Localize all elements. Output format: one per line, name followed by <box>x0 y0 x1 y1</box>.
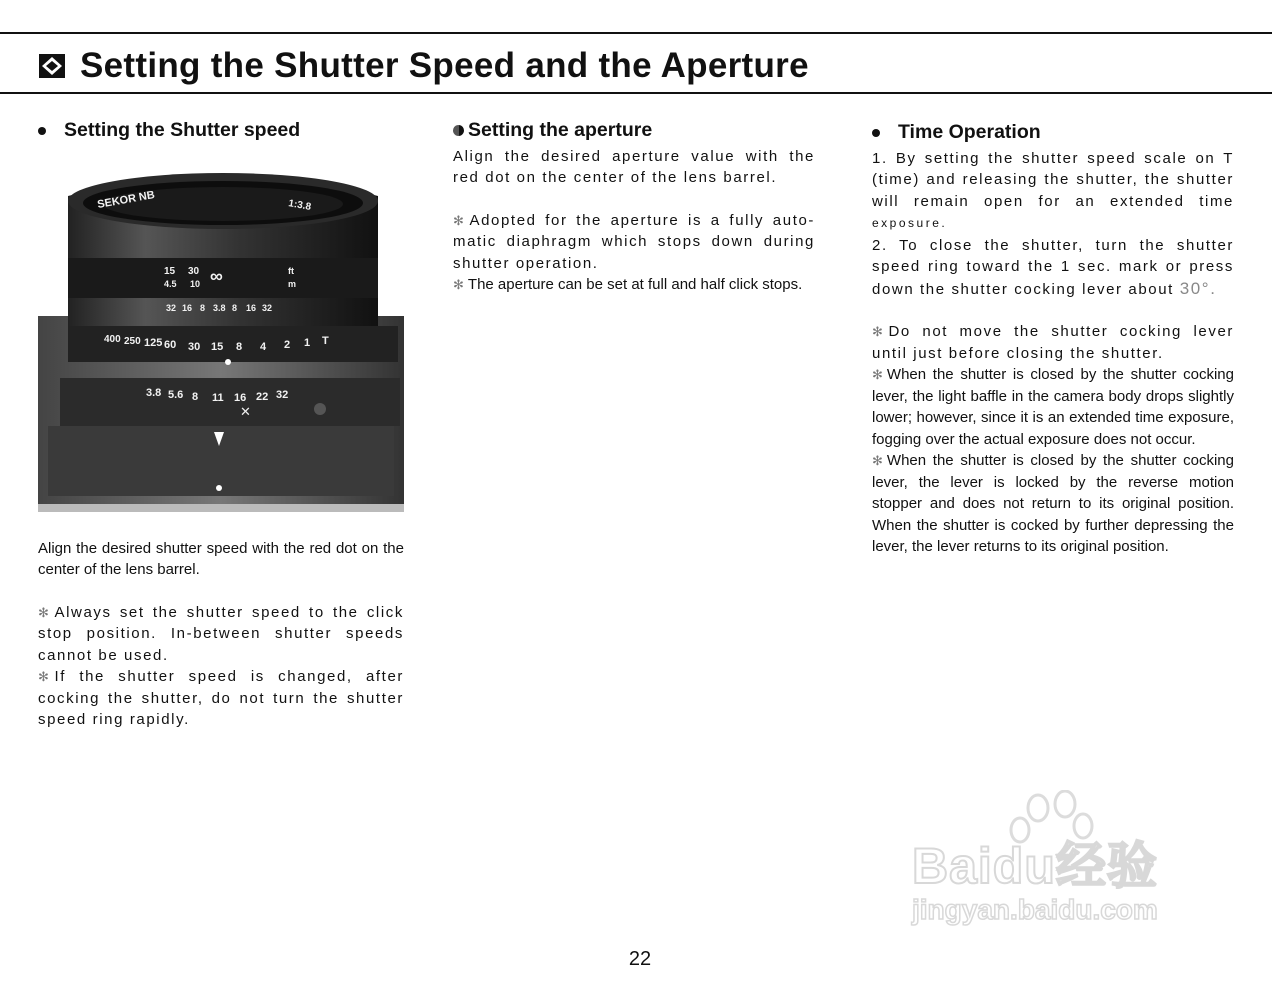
page-title: Setting the Shutter Speed and the Aperture <box>80 46 809 85</box>
bullet-icon <box>453 125 464 136</box>
note-paragraph <box>38 602 404 667</box>
note-text: When the shutter is closed by the shutter cocking lever, the lever is locked by the reverse motion stopper and does not return to its original position. When the shutter is cocked by further depressing the lever, the lever returns to its original position. <box>872 452 1234 555</box>
aperture-mark: 5.6 <box>168 388 184 401</box>
speed-mark: 1 <box>304 336 311 349</box>
asterisk-icon: ✻ <box>38 604 51 620</box>
title-rule <box>0 92 1272 94</box>
watermark-brand: Baidu经验 <box>912 838 1158 894</box>
distance-mark: ∞ <box>210 265 223 286</box>
speed-mark: 60 <box>164 338 177 351</box>
distance-mark: 10 <box>190 278 201 289</box>
speed-mark: 400 <box>104 333 121 345</box>
aperture-mark: 22 <box>256 390 269 403</box>
aperture-mark: 11 <box>212 391 224 404</box>
bullet-icon <box>38 127 46 135</box>
dof-mark: 3.8 <box>213 302 226 313</box>
note-paragraph <box>453 274 815 296</box>
column-time-operation <box>872 122 1234 558</box>
note-text: Do not move the shutter cocking lever until just before closing the shutter. <box>872 323 1234 362</box>
shutter-square-icon <box>38 53 66 79</box>
asterisk-icon: ✻ <box>872 367 883 382</box>
aperture-mark: 16 <box>234 391 247 404</box>
aperture-mark: 8 <box>192 390 199 403</box>
heading-text: Setting the aperture <box>468 119 653 141</box>
section-heading <box>38 120 404 142</box>
distance-mark: ft <box>288 265 294 276</box>
dof-mark: 32 <box>262 302 273 313</box>
lens-name-mark: SEKOR NB <box>96 188 156 211</box>
step-text: 2. To close the shutter, turn the shutter speed ring toward the 1 sec. mark or press down the shutter cocking lever about <box>872 236 1234 298</box>
aperture-mark: 32 <box>276 388 289 401</box>
note-paragraph <box>872 364 1234 450</box>
step-paragraph <box>872 148 1234 235</box>
note-text: When the shutter is closed by the shutter cocking lever, the light baffle in the camera body drops slightly lower; however, since it is an extended time exposure, fogging over the actual exposure does not occur. <box>872 366 1234 448</box>
step-text: 1. By setting the shutter speed scale on T (time) and releasing the shutter, the shutter will remain open for an extended time <box>872 149 1234 210</box>
speed-mark: 30 <box>188 340 201 353</box>
section-heading <box>872 122 1234 144</box>
dof-mark: 8 <box>232 302 238 313</box>
speed-mark: 2 <box>284 338 291 351</box>
heading-text: Time Operation <box>898 121 1041 143</box>
step-paragraph <box>872 235 1234 301</box>
note-paragraph <box>872 450 1234 558</box>
note-text: If the shutter speed is changed, after cocking the shutter, do not turn the shutter speed ring rapidly. <box>38 668 404 728</box>
asterisk-icon: ✻ <box>38 669 51 684</box>
asterisk-icon: ✻ <box>453 212 466 228</box>
distance-mark: 15 <box>164 265 176 277</box>
page-header <box>38 44 809 88</box>
paragraph: Align the desired shutter speed with the red dot on the center of the lens barrel. <box>38 539 404 578</box>
asterisk-icon: ✻ <box>872 324 885 339</box>
note-text: Adopted for the aperture is a fully auto-matic diaphragm which stops down during shutter operation. <box>453 211 815 272</box>
dof-mark: 16 <box>246 302 257 313</box>
distance-mark: 30 <box>188 265 200 277</box>
speed-mark: 125 <box>144 336 163 349</box>
speed-mark: 15 <box>211 340 224 353</box>
dof-mark: 8 <box>200 302 206 313</box>
dof-mark: 16 <box>182 302 193 313</box>
speed-mark: 4 <box>260 340 267 353</box>
paragraph: Align the desired aperture value with the red dot on the center of the lens barrel. <box>453 147 815 186</box>
speed-mark: 8 <box>236 340 243 353</box>
asterisk-icon: ✻ <box>453 277 464 292</box>
step-text-tail: exposure. <box>872 216 948 230</box>
asterisk-icon: ✻ <box>872 453 883 468</box>
watermark-url: jingyan.baidu.com <box>912 894 1158 925</box>
heading-text: Setting the Shutter speed <box>64 119 301 141</box>
lens-photo <box>38 166 404 512</box>
distance-mark: m <box>288 278 297 289</box>
distance-mark: 4.5 <box>164 278 177 289</box>
top-rule <box>0 32 1272 34</box>
note-paragraph <box>38 666 404 731</box>
section-heading <box>453 120 815 142</box>
note-paragraph <box>453 210 815 275</box>
note-paragraph <box>872 321 1234 364</box>
column-shutter-speed <box>38 120 404 731</box>
note-text: The aperture can be set at full and half click stops. <box>467 276 803 293</box>
note-text: Always set the shutter speed to the click stop position. In-between shutter speeds cannot be used. <box>38 603 404 664</box>
svg-text:✕: ✕ <box>240 403 251 419</box>
dof-mark: 32 <box>166 302 177 313</box>
page-number: 22 <box>628 948 652 970</box>
column-aperture <box>453 120 815 296</box>
bullet-icon <box>872 129 880 137</box>
aperture-mark: 3.8 <box>146 386 162 399</box>
speed-mark: T <box>322 334 329 347</box>
degree-value: 30°. <box>1179 278 1217 298</box>
speed-mark: 250 <box>124 335 141 347</box>
lens-spec-mark: 1:3.8 <box>287 197 312 213</box>
